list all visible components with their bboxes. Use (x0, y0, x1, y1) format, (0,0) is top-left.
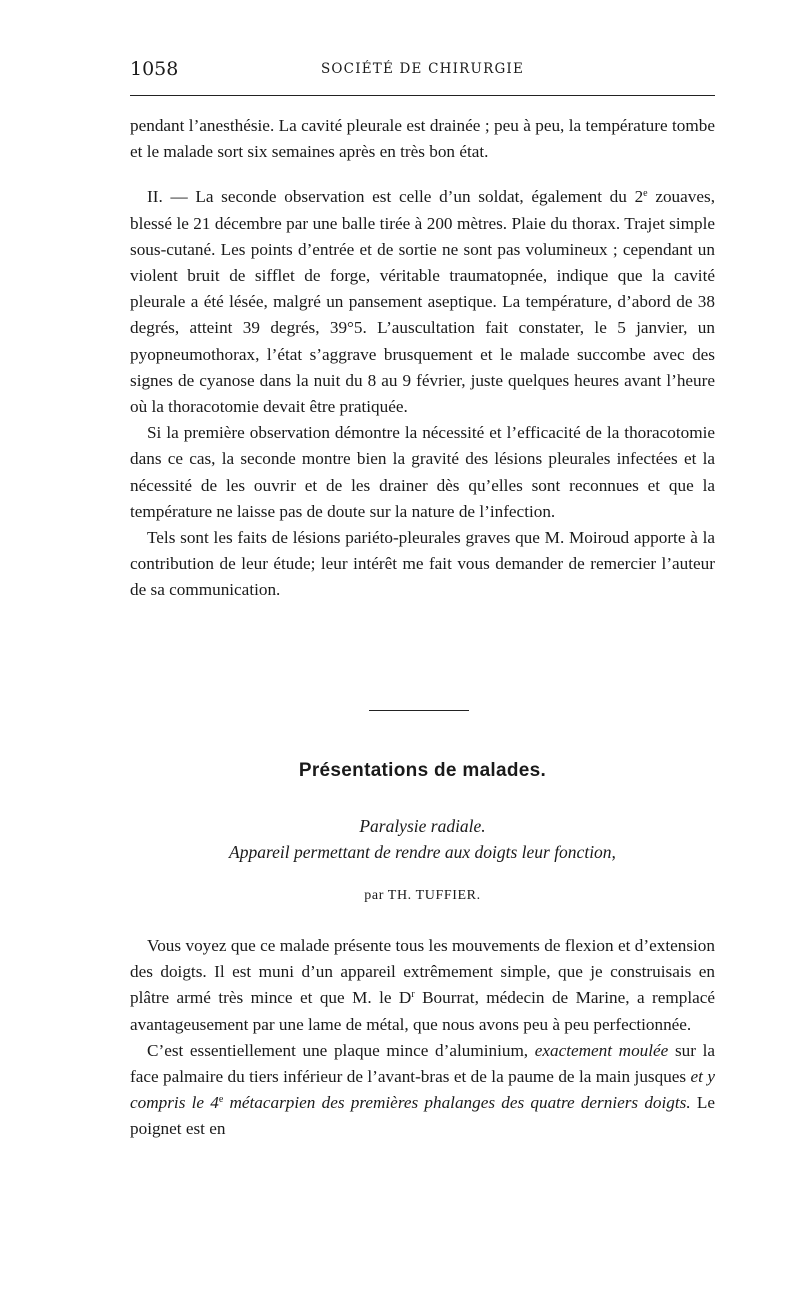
paragraph-2-superscript: e (643, 188, 648, 200)
paragraph-3: Si la première observation démontre la nécessité et l’efficacité de la thoracotomie dans ce cas, la seconde montre bien la gravité des lésions pleurales infectées et la nécessité de les ouvrir et de les drainer dès qu’elles sont reconnues et que la température ne laisse pas de doute sur la nature de l’infection. (130, 423, 715, 521)
body-text-top (130, 113, 715, 604)
paragraph-2-part-b: zouaves, blessé le 21 décembre par une balle tirée à 200 mètres. Plaie du thorax. Trajet simple sous-cutané. Les points d’entrée et de sortie ne sont pas volumineux ; cependant un violent bruit de sifflet de forge, véritable traumatopnée, indique que la cavité pleurale a été lésée, malgré un pansement aseptique. La température, d’abord de 38 degrés, atteint 39 degrés, 39°5. L’auscultation fait constater, le 5 janvier, un pyopneumothorax, l’état s’aggrave brusquement et le malade succombe avec des signes de cyanose dans la nuit du 8 au 9 février, juste quelques heures avant l’heure où la thoracotomie devait être pratiquée. (130, 187, 715, 417)
page-header (130, 58, 715, 86)
paragraph-6-italic-2: et y compris le 4 (130, 1067, 715, 1113)
paragraph-6 (130, 1038, 715, 1143)
running-head: SOCIÉTÉ DE CHIRURGIE (320, 61, 525, 77)
paragraph-5-part-b: Bourrat, médecin de Marine, a remplacé avantageusement par une lame de métal, que nous avons peu à peu perfectionnée. (130, 988, 715, 1034)
paragraph-2-part-a: II. — La seconde observation est celle d’un soldat, également du 2 (147, 187, 644, 207)
paragraph-2 (130, 184, 715, 420)
page-number: 1058 (130, 58, 179, 80)
section-title: Présentations de malades. (298, 760, 547, 781)
section-subtitle-2: Appareil permettant de rendre aux doigts leur fonction, (229, 842, 616, 862)
paragraph-5-superscript: r (411, 989, 415, 1001)
header-rule (130, 95, 715, 96)
section-separator (369, 710, 469, 711)
paragraph-6-superscript: e (218, 1094, 224, 1106)
author-byline: par TH. TUFFIER. (364, 888, 481, 903)
paragraph-6-italic-1: exactement moulée (534, 1040, 669, 1060)
paragraph-6-italic-3: métacarpien des premières phalanges des quatre derniers doigts. (223, 1093, 691, 1113)
paragraph-6-part-a: C’est essentiellement une plaque mince d’aluminium, (147, 1040, 535, 1060)
paragraph-1: pendant l’anesthésie. La cavité pleurale est drainée ; peu à peu, la température tombe et le malade sort six semaines après en très bon état. (130, 116, 715, 162)
section-subtitle-1: Paralysie radiale. (359, 816, 486, 836)
paragraph-6-part-b: sur la face palmaire du tiers inférieur de l’avant-bras et de la paume de la main jusques (130, 1040, 715, 1087)
paragraph-4: Tels sont les faits de lésions pariéto-pleurales graves que M. Moiroud apporte à la contribution de leur étude; leur intérêt me fait vous demander de remercier l’auteur de sa communication. (130, 528, 715, 600)
paragraph-5-part-a: Vous voyez que ce malade présente tous les mouvements de flexion et d’extension des doigts. Il est muni d’un appareil extrêmement simple, que je construisais en plâtre armé très mince et que M. le D (130, 936, 715, 1008)
body-text-bottom (130, 933, 715, 1143)
paragraph-5 (130, 933, 715, 1038)
paragraph-6-part-c: Le poignet est en (130, 1093, 715, 1139)
